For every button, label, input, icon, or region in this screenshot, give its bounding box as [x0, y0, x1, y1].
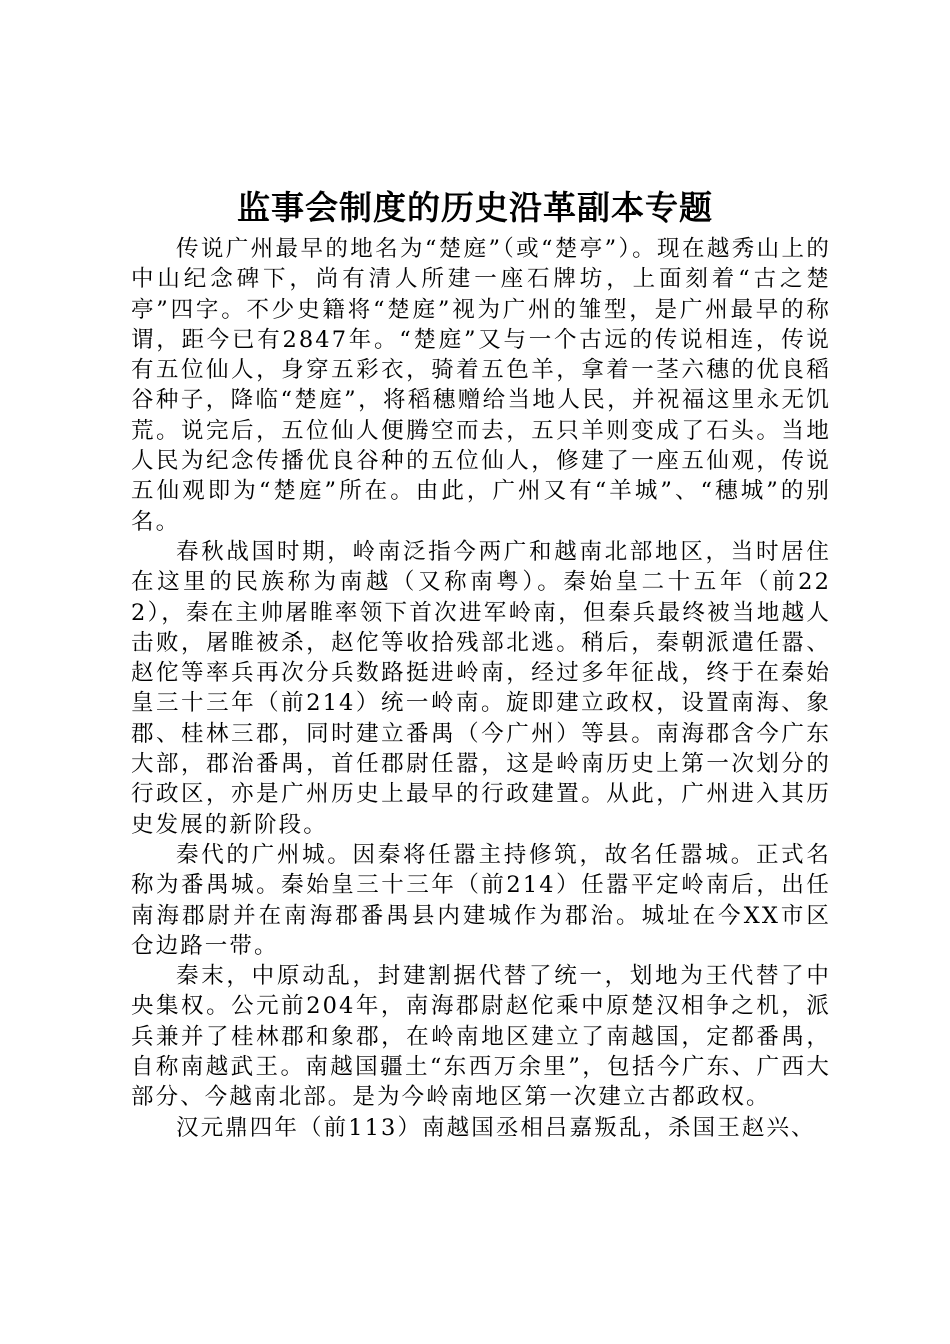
paragraph-1: 传说广州最早的地名为“楚庭”（或“楚亭”）。现在越秀山上的中山纪念碑下，尚有清人所建一座石牌坊，上面刻着“古之楚亭”四字。不少史籍将“楚庭”视为广州的雏型，是广州最早的称谓，距今已有2847年。“楚庭”又与一个古远的传说相连，传说有五位仙人，身穿五彩衣，骑着五色羊，拿着一茎六穗的优良稻谷种子，降临“楚庭”，将稻穗赠给当地人民，并祝福这里永无饥荒。说完后，五位仙人便腾空而去，五只羊则变成了石头。当地人民为纪念传播优良谷种的五位仙人，修建了一座五仙观，传说五仙观即为“楚庭”所在。由此，广州又有“羊城”、“穗城”的别名。 — [131, 236, 831, 535]
paragraph-2: 春秋战国时期，岭南泛指今两广和越南北部地区，当时居住在这里的民族称为南越（又称南粤）。秦始皇二十五年（前222），秦在主帅屠睢率领下首次进军岭南，但秦兵最终被当地越人击败，屠睢被杀，赵佗等收拾残部北逃。稍后，秦朝派遣任嚣、赵佗等率兵再次分兵数路挺进岭南，经过多年征战，终于在秦始皇三十三年（前214）统一岭南。旋即建立政权，设置南海、象郡、桂林三郡，同时建立番禺（今广州）等县。南海郡含今广东大部，郡治番禺，首任郡尉任嚣，这是岭南历史上第一次划分的行政区，亦是广州历史上最早的行政建置。从此，广州进入其历史发展的新阶段。 — [131, 538, 831, 838]
paragraph-5: 汉元鼎四年（前113）南越国丞相吕嘉叛乱，杀国王赵兴、 — [176, 1114, 816, 1141]
document-title: 监事会制度的历史沿革副本专题 — [237, 188, 713, 227]
paragraph-4: 秦末，中原动乱，封建割据代替了统一，划地为王代替了中央集权。公元前204年，南海郡尉赵佗乘中原楚汉相争之机，派兵兼并了桂林郡和象郡，在岭南地区建立了南越国，定都番禺，自称南越武王。南越国疆土“东西万余里”，包括今广东、广西大部分、今越南北部。是为今岭南地区第一次建立古都政权。 — [131, 963, 831, 1111]
paragraph-3: 秦代的广州城。因秦将任嚣主持修筑，故名任嚣城。正式名称为番禺城。秦始皇三十三年（前214）任嚣平定岭南后，出任南海郡尉并在南海郡番禺县内建城作为郡治。城址在今XX市区仓边路一带。 — [131, 841, 831, 959]
document-body — [131, 234, 831, 1143]
